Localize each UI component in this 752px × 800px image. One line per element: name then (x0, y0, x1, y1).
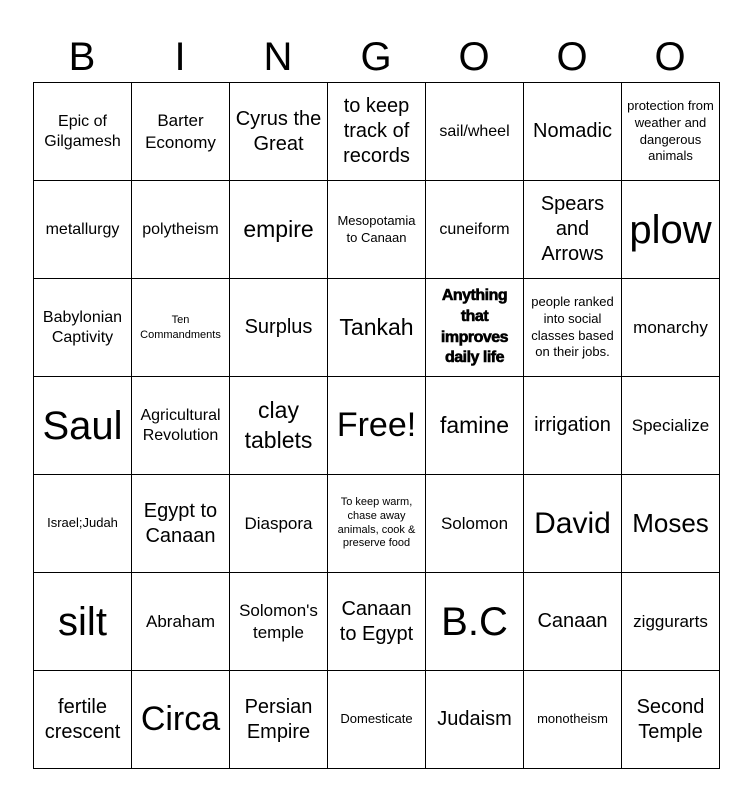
cell-text: empire (243, 215, 314, 242)
bingo-cell[interactable] (328, 83, 426, 181)
cell-text: silt (58, 599, 107, 644)
cell-text: Circa (140, 699, 221, 738)
bingo-cell[interactable] (230, 573, 328, 671)
cell-text: sail/wheel (439, 122, 510, 140)
bingo-cell[interactable] (34, 181, 132, 279)
cell-text: monotheism (537, 711, 608, 727)
cell-text: to keep track of records (343, 95, 410, 167)
cell-text: Cyrus the Great (235, 107, 322, 155)
bingo-cell[interactable] (34, 573, 132, 671)
cell-text: Second Temple (636, 695, 705, 743)
cell-text: Solomon's temple (239, 601, 318, 642)
bingo-cell[interactable] (426, 181, 524, 279)
cell-text: ziggurarts (633, 611, 708, 631)
cell-text: Judaism (437, 708, 512, 730)
cell-text: Tankah (339, 313, 414, 340)
bingo-cell[interactable] (426, 475, 524, 573)
bingo-cell[interactable] (230, 671, 328, 769)
bingo-cell[interactable] (524, 279, 622, 377)
cell-text: To keep warm, chase away animals, cook & preserve food (337, 496, 416, 550)
bingo-header (33, 30, 719, 82)
bingo-cell[interactable] (524, 475, 622, 573)
cell-text: cuneiform (439, 220, 510, 238)
bingo-cell[interactable] (132, 279, 230, 377)
cell-text: plow (629, 207, 712, 252)
bingo-cell[interactable] (132, 573, 230, 671)
bingo-cell[interactable] (426, 671, 524, 769)
bingo-cell[interactable] (622, 573, 720, 671)
bingo-cell[interactable] (622, 181, 720, 279)
bingo-cell[interactable] (230, 279, 328, 377)
bingo-cell[interactable] (622, 377, 720, 475)
cell-text: Epic of Gilgamesh (44, 112, 121, 150)
bingo-cell[interactable] (622, 475, 720, 573)
cell-text: irrigation (534, 414, 611, 436)
cell-text: clay tablets (244, 396, 313, 453)
cell-text: people ranked into social classes based on their jobs. (531, 293, 614, 360)
cell-text: Diaspora (244, 513, 313, 533)
cell-text: Canaan (537, 610, 608, 632)
header-letter-i: I (174, 35, 186, 79)
cell-text: polytheism (142, 220, 219, 238)
header-letter-g: G (360, 35, 392, 79)
bingo-cell[interactable] (230, 83, 328, 181)
bingo-cell[interactable] (622, 83, 720, 181)
cell-text: protection from weather and dangerous animals (627, 97, 714, 164)
bingo-cell[interactable] (328, 279, 426, 377)
bingo-cell[interactable] (622, 279, 720, 377)
bingo-cell[interactable] (328, 181, 426, 279)
bingo-cell[interactable] (230, 475, 328, 573)
bingo-cell[interactable] (524, 671, 622, 769)
bingo-cell[interactable] (132, 671, 230, 769)
cell-text: Ten Commandments (140, 314, 221, 341)
bingo-cell[interactable] (230, 181, 328, 279)
cell-text: Moses (632, 507, 709, 538)
bingo-cell[interactable] (34, 475, 132, 573)
bingo-card-grid (33, 82, 720, 769)
cell-text: monarchy (633, 317, 708, 337)
cell-text: Persian Empire (244, 695, 313, 743)
free-space[interactable] (328, 377, 426, 475)
cell-text: Israel;Judah (47, 515, 118, 531)
bingo-cell[interactable] (426, 279, 524, 377)
cell-text: Mesopotamia to Canaan (337, 212, 416, 245)
cell-text: Nomadic (533, 120, 612, 142)
cell-text: David (534, 507, 611, 540)
bingo-cell[interactable] (132, 377, 230, 475)
header-letter-b: B (68, 35, 96, 79)
bingo-cell[interactable] (426, 573, 524, 671)
cell-text: Egypt to Canaan (143, 499, 218, 547)
bingo-cell[interactable] (230, 377, 328, 475)
cell-text: famine (439, 411, 510, 438)
bingo-cell[interactable] (622, 671, 720, 769)
cell-text: Free! (336, 405, 417, 444)
bingo-cell[interactable] (132, 181, 230, 279)
bingo-cell[interactable] (132, 83, 230, 181)
bingo-cell[interactable] (426, 377, 524, 475)
cell-text: Surplus (244, 316, 313, 338)
cell-text: Spears and Arrows (540, 193, 605, 265)
cell-text: fertile crescent (44, 695, 121, 743)
bingo-cell[interactable] (328, 573, 426, 671)
cell-text: Anything that improves daily life (440, 286, 509, 367)
cell-text: Specialize (631, 415, 710, 435)
cell-text: Solomon (440, 513, 509, 533)
bingo-cell[interactable] (426, 83, 524, 181)
bingo-cell[interactable] (34, 83, 132, 181)
header-letter-o3: O (654, 35, 686, 79)
cell-text: Domesticate (340, 711, 413, 727)
bingo-cell[interactable] (524, 377, 622, 475)
header-letter-o2: O (556, 35, 588, 79)
header-letter-n: N (263, 35, 293, 79)
bingo-cell[interactable] (34, 279, 132, 377)
header-letter-o1: O (458, 35, 490, 79)
cell-text: Saul (42, 403, 123, 448)
bingo-cell[interactable] (328, 671, 426, 769)
bingo-cell[interactable] (524, 573, 622, 671)
bingo-cell[interactable] (524, 83, 622, 181)
cell-text: metallurgy (45, 220, 120, 238)
bingo-cell[interactable] (328, 475, 426, 573)
bingo-cell[interactable] (524, 181, 622, 279)
bingo-cell[interactable] (132, 475, 230, 573)
cell-text: Agricultural Revolution (140, 406, 221, 444)
cell-text: B.C (441, 599, 508, 644)
bingo-cell[interactable] (34, 671, 132, 769)
cell-text: Abraham (146, 611, 215, 631)
cell-text: Babylonian Captivity (42, 308, 123, 346)
bingo-cell[interactable] (34, 377, 132, 475)
cell-text: Canaan to Egypt (339, 597, 414, 645)
cell-text: Barter Economy (145, 111, 216, 152)
